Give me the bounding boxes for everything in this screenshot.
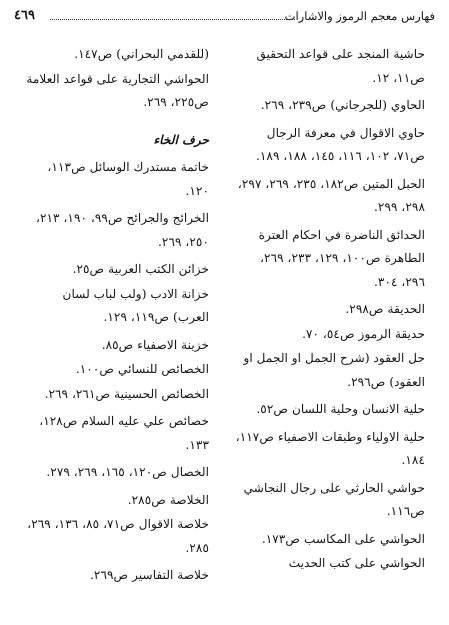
index-entry: الحديقة ص٢٩٨. xyxy=(345,302,425,316)
index-entry: حلية الانسان وحلية اللسان ص٥٢. xyxy=(256,402,425,416)
index-entry: خزائن الكتب العربية ص٢٥. xyxy=(72,262,209,276)
page-header xyxy=(14,8,435,28)
index-entry: (للقدمي البحراني) ص١٤٧. xyxy=(74,47,209,61)
index-entry: الحواشي التجارية على قواعد العلامة ص٢٢٥، ٢٦٩. xyxy=(26,71,209,109)
section-heading: حرف الخاء xyxy=(153,132,209,147)
index-entry: الحواشي على المكاسب ص١٧٣. xyxy=(261,531,425,546)
index-entry: حل العقود (شرح الجمل او الجمل او العقود) ص٢٩٦. xyxy=(243,351,425,389)
index-entry: خزانة الادب (ولب لباب لسان العرب) ص١١٩، ١٢٩. xyxy=(62,286,209,324)
index-entry: الحدائق الناضرة في احكام العترة الطاهرة ص١٠٠، ١٢٩، ٢٣٣، ٢٦٩، ٢٩٦، ٣٠٤. xyxy=(258,227,425,289)
page-number: ٤٦٩ xyxy=(14,8,35,23)
index-entry: الخصائص الحسينية ص٢٦١، ٢٦٩. xyxy=(44,386,209,401)
index-entry: حلية الاولياء وطبقات الاصفياء ص١١٧، ١٨٤. xyxy=(235,429,425,467)
index-entry: خزينة الاصفياء ص٨٥. xyxy=(101,337,209,352)
index-entry: الخصال ص١٢٠، ١٦٥، ٢٦٩، ٢٧٩. xyxy=(46,465,209,479)
index-entry: خاتمة مستدرك الوسائل ص١١٣، ١٢٠. xyxy=(47,160,209,198)
index-entry: حديقة الرموز ص٥٤، ٧٠. xyxy=(302,326,425,341)
index-entry: الخرائج والجرائح ص٩٩، ١٩٠، ٢١٣، ٢٥٠، ٢٦٩. xyxy=(36,211,209,249)
index-entry: حاوي الاقوال في معرفة الرجال ص٧١، ١٠٢، ١١٦، ١٤٥، ١٨٨، ١٨٩. xyxy=(256,125,425,163)
index-entry: الحبل المتين ص١٨٢، ٢٣٥، ٢٦٩، ٢٩٧، ٢٩٨، ٢٩٩. xyxy=(237,176,425,214)
index-entry: الخلاصة ص٢٨٥. xyxy=(127,492,209,507)
index-entry: الحواشي على كتب الحديث xyxy=(288,556,425,570)
running-title: فهارس معجم الرموز والاشارات xyxy=(284,9,435,23)
index-entry: حاشية المنجد على قواعد التحقيق ص١١، ١٢. xyxy=(256,47,425,85)
index-entry: خلاصة الاقوال ص٧١، ٨٥، ١٣٦، ٢٦٩، ٢٨٥. xyxy=(27,517,209,555)
header-leader-dots xyxy=(50,19,295,20)
index-entry: الخصائص للنسائي ص١٠٠. xyxy=(75,362,209,376)
right-column xyxy=(233,43,425,577)
index-entry: خصائص علي عليه السلام ص١٢٨، ١٣٣. xyxy=(39,414,209,452)
left-column xyxy=(24,43,209,589)
index-entry: خلاصة التفاسير ص٢٦٩. xyxy=(90,568,209,582)
index-entry: الحاوي (للجرجاني) ص٢٣٩، ٢٦٩. xyxy=(260,98,425,112)
index-entry: حواشي الحارثي على رجال النجاشي ص١١٦. xyxy=(243,480,425,518)
